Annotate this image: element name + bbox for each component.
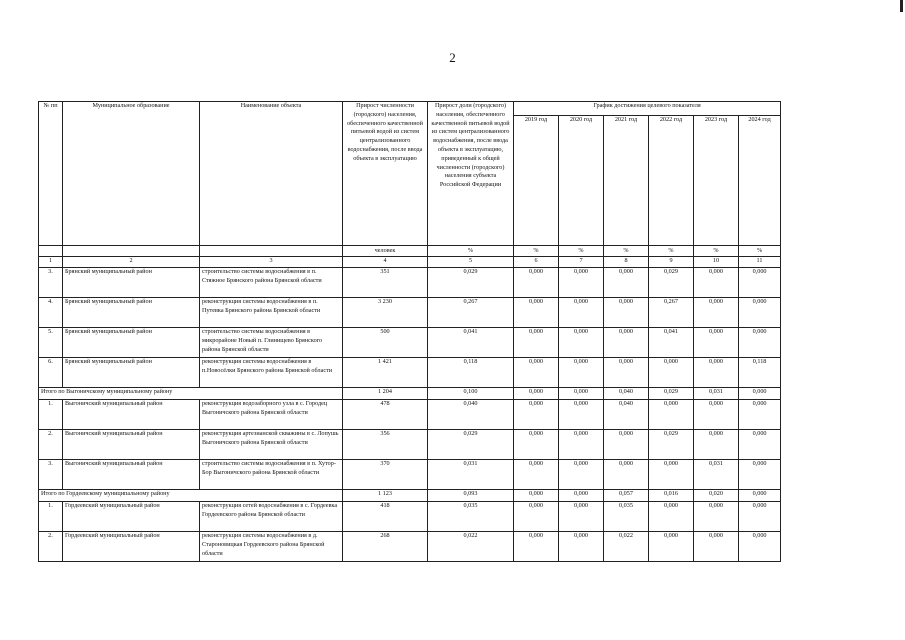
units-row bbox=[39, 246, 781, 257]
row-number: 1. bbox=[39, 502, 63, 532]
header-year: 2019 год bbox=[514, 116, 559, 246]
row-object: реконструкция водозаборного узла в с. Городец Выгоничского района Брянской области bbox=[200, 400, 343, 430]
row-population-growth: 418 bbox=[343, 502, 428, 532]
row-year-value: 0,040 bbox=[604, 388, 649, 400]
header-year: 2020 год bbox=[559, 116, 604, 246]
row-year-value: 0,029 bbox=[649, 268, 694, 298]
row-year-value: 0,020 bbox=[694, 490, 739, 502]
row-year-value: 0,035 bbox=[604, 502, 649, 532]
header-year: 2023 год bbox=[694, 116, 739, 246]
header-schedule: График достижения целевого показателя bbox=[514, 102, 781, 116]
row-year-value: 0,000 bbox=[559, 430, 604, 460]
row-population-growth: 268 bbox=[343, 532, 428, 562]
row-year-value: 0,000 bbox=[649, 532, 694, 562]
header-year: 2022 год bbox=[649, 116, 694, 246]
index-cell: 8 bbox=[604, 257, 649, 268]
table-row bbox=[39, 400, 781, 430]
row-number: 4. bbox=[39, 298, 63, 328]
row-number: 2. bbox=[39, 430, 63, 460]
unit-cell: % bbox=[604, 246, 649, 257]
row-number: 3. bbox=[39, 268, 63, 298]
unit-cell: % bbox=[694, 246, 739, 257]
row-year-value: 0,000 bbox=[694, 532, 739, 562]
row-year-value: 0,000 bbox=[694, 268, 739, 298]
row-population-growth: 356 bbox=[343, 430, 428, 460]
row-object: реконструкция артезианской скважины в с. Лопушь Выгоничского района Брянской области bbox=[200, 430, 343, 460]
row-year-value: 0,000 bbox=[649, 400, 694, 430]
row-share-growth: 0,267 bbox=[428, 298, 514, 328]
row-year-value: 0,000 bbox=[649, 460, 694, 490]
row-municipality: Брянский муниципальный район bbox=[63, 268, 200, 298]
row-year-value: 0,000 bbox=[739, 400, 781, 430]
row-year-value: 0,000 bbox=[739, 532, 781, 562]
index-cell: 4 bbox=[343, 257, 428, 268]
index-cell: 1 bbox=[39, 257, 63, 268]
row-year-value: 0,000 bbox=[559, 400, 604, 430]
row-year-value: 0,000 bbox=[559, 388, 604, 400]
row-year-value: 0,118 bbox=[739, 358, 781, 388]
row-share-growth: 0,118 bbox=[428, 358, 514, 388]
row-year-value: 0,000 bbox=[739, 298, 781, 328]
indicator-table bbox=[38, 101, 781, 562]
row-year-value: 0,057 bbox=[604, 490, 649, 502]
unit-cell: % bbox=[559, 246, 604, 257]
row-year-value: 0,000 bbox=[514, 532, 559, 562]
total-row bbox=[39, 490, 781, 502]
row-share-growth: 0,031 bbox=[428, 460, 514, 490]
row-share-growth: 0,035 bbox=[428, 502, 514, 532]
page-number: 2 bbox=[449, 50, 456, 65]
row-year-value: 0,000 bbox=[559, 328, 604, 358]
row-population-growth: 3 230 bbox=[343, 298, 428, 328]
row-year-value: 0,029 bbox=[649, 388, 694, 400]
total-row bbox=[39, 388, 781, 400]
row-year-value: 0,000 bbox=[514, 430, 559, 460]
row-number: 1. bbox=[39, 400, 63, 430]
index-cell: 11 bbox=[739, 257, 781, 268]
row-year-value: 0,000 bbox=[559, 490, 604, 502]
row-year-value: 0,000 bbox=[649, 502, 694, 532]
row-year-value: 0,000 bbox=[559, 502, 604, 532]
row-year-value: 0,000 bbox=[739, 490, 781, 502]
row-municipality: Брянский муниципальный район bbox=[63, 358, 200, 388]
row-share-growth: 0,022 bbox=[428, 532, 514, 562]
index-cell: 6 bbox=[514, 257, 559, 268]
row-year-value: 0,000 bbox=[514, 328, 559, 358]
row-municipality: Выгоничский муниципальный район bbox=[63, 430, 200, 460]
row-year-value: 0,000 bbox=[694, 328, 739, 358]
row-year-value: 0,029 bbox=[649, 430, 694, 460]
table-row bbox=[39, 358, 781, 388]
row-year-value: 0,000 bbox=[649, 358, 694, 388]
row-year-value: 0,000 bbox=[604, 358, 649, 388]
row-municipality: Брянский муниципальный район bbox=[63, 298, 200, 328]
row-population-growth: 351 bbox=[343, 268, 428, 298]
index-cell: 2 bbox=[63, 257, 200, 268]
row-year-value: 0,000 bbox=[514, 268, 559, 298]
row-share-growth: 0,093 bbox=[428, 490, 514, 502]
table-row bbox=[39, 328, 781, 358]
row-year-value: 0,000 bbox=[604, 268, 649, 298]
row-object: реконструкция системы водоснабжения в п. Путевка Брянского района Брянской области bbox=[200, 298, 343, 328]
row-population-growth: 500 bbox=[343, 328, 428, 358]
row-share-growth: 0,029 bbox=[428, 430, 514, 460]
unit-cell: % bbox=[428, 246, 514, 257]
row-municipality: Выгоничский муниципальный район bbox=[63, 400, 200, 430]
row-year-value: 0,000 bbox=[514, 388, 559, 400]
row-share-growth: 0,041 bbox=[428, 328, 514, 358]
row-year-value: 0,000 bbox=[604, 298, 649, 328]
row-population-growth: 370 bbox=[343, 460, 428, 490]
row-population-growth: 478 bbox=[343, 400, 428, 430]
row-year-value: 0,000 bbox=[514, 490, 559, 502]
sheet-edge-mark bbox=[900, 0, 903, 12]
row-object: реконструкция сетей водоснабжения в с. Гордеевка Гордеевского района Брянской области bbox=[200, 502, 343, 532]
row-year-value: 0,000 bbox=[739, 502, 781, 532]
index-cell: 5 bbox=[428, 257, 514, 268]
header-growth-share: Прирост доли (городского) населения, обеспеченного качественной питьевой водой из систем централизованного водоснабжения, после ввода объекта в эксплуатацию, приведенный к общей численности (городского) населения субъекта Российской Федерации bbox=[428, 102, 514, 246]
row-number: 6. bbox=[39, 358, 63, 388]
row-population-growth: 1 421 bbox=[343, 358, 428, 388]
index-cell: 10 bbox=[694, 257, 739, 268]
row-year-value: 0,000 bbox=[694, 430, 739, 460]
index-cell: 7 bbox=[559, 257, 604, 268]
index-cell: 9 bbox=[649, 257, 694, 268]
row-municipality: Выгоничский муниципальный район bbox=[63, 460, 200, 490]
row-year-value: 0,267 bbox=[649, 298, 694, 328]
row-year-value: 0,000 bbox=[694, 358, 739, 388]
table-row bbox=[39, 430, 781, 460]
row-population-growth: 1 204 bbox=[343, 388, 428, 400]
row-year-value: 0,000 bbox=[694, 502, 739, 532]
unit-cell: человек bbox=[343, 246, 428, 257]
row-year-value: 0,000 bbox=[739, 388, 781, 400]
row-year-value: 0,000 bbox=[604, 460, 649, 490]
row-year-value: 0,040 bbox=[604, 400, 649, 430]
total-label: Итого по Гордеевскому муниципальному району bbox=[39, 490, 343, 502]
row-year-value: 0,000 bbox=[694, 400, 739, 430]
row-year-value: 0,016 bbox=[649, 490, 694, 502]
row-year-value: 0,000 bbox=[559, 532, 604, 562]
row-object: строительство системы водоснабжения в микрорайоне Новый п. Глинищево Брянского района Брянской области bbox=[200, 328, 343, 358]
row-year-value: 0,000 bbox=[514, 400, 559, 430]
header-growth-population: Прирост численности (городского) населения, обеспеченного качественной питьевой водой из систем централизованного водоснабжения, после ввода объекта в эксплуатацию bbox=[343, 102, 428, 246]
row-year-value: 0,000 bbox=[694, 298, 739, 328]
index-cell: 3 bbox=[200, 257, 343, 268]
row-year-value: 0,000 bbox=[559, 268, 604, 298]
row-number: 2. bbox=[39, 532, 63, 562]
row-year-value: 0,000 bbox=[514, 298, 559, 328]
row-municipality: Гордеевский муниципальный район bbox=[63, 532, 200, 562]
row-share-growth: 0,029 bbox=[428, 268, 514, 298]
row-year-value: 0,000 bbox=[604, 430, 649, 460]
header-no: № пп bbox=[39, 102, 63, 246]
table-row bbox=[39, 268, 781, 298]
row-object: строительство системы водоснабжения в п. Стяжное Брянского района Брянской области bbox=[200, 268, 343, 298]
row-year-value: 0,000 bbox=[559, 358, 604, 388]
row-object: строительство системы водоснабжения в п. Хутор-Бор Выгоничского района Брянской области bbox=[200, 460, 343, 490]
header-municipality: Муниципальное образование bbox=[63, 102, 200, 246]
row-population-growth: 1 123 bbox=[343, 490, 428, 502]
row-year-value: 0,000 bbox=[559, 298, 604, 328]
table-row bbox=[39, 460, 781, 490]
row-share-growth: 0,100 bbox=[428, 388, 514, 400]
row-year-value: 0,000 bbox=[514, 358, 559, 388]
row-year-value: 0,041 bbox=[649, 328, 694, 358]
table-row bbox=[39, 532, 781, 562]
unit-cell: % bbox=[739, 246, 781, 257]
header-year: 2024 год bbox=[739, 116, 781, 246]
row-object: реконструкция системы водоснабжения в п.Новосёлки Брянского района Брянской области bbox=[200, 358, 343, 388]
total-label: Итого по Выгоничскому муниципальному району bbox=[39, 388, 343, 400]
row-year-value: 0,031 bbox=[694, 460, 739, 490]
header-year: 2021 год bbox=[604, 116, 649, 246]
unit-cell: % bbox=[649, 246, 694, 257]
row-object: реконструкция системы водоснабжения в д. Староновицкая Гордеевского района Брянской области bbox=[200, 532, 343, 562]
row-year-value: 0,000 bbox=[739, 268, 781, 298]
column-index-row bbox=[39, 257, 781, 268]
row-year-value: 0,022 bbox=[604, 532, 649, 562]
row-number: 3. bbox=[39, 460, 63, 490]
table-row bbox=[39, 298, 781, 328]
row-year-value: 0,000 bbox=[514, 460, 559, 490]
row-year-value: 0,000 bbox=[559, 460, 604, 490]
row-municipality: Брянский муниципальный район bbox=[63, 328, 200, 358]
row-year-value: 0,031 bbox=[694, 388, 739, 400]
row-share-growth: 0,040 bbox=[428, 400, 514, 430]
row-municipality: Гордеевский муниципальный район bbox=[63, 502, 200, 532]
header-object: Наименование объекта bbox=[200, 102, 343, 246]
row-year-value: 0,000 bbox=[739, 430, 781, 460]
row-year-value: 0,000 bbox=[739, 328, 781, 358]
row-year-value: 0,000 bbox=[514, 502, 559, 532]
row-number: 5. bbox=[39, 328, 63, 358]
table-row bbox=[39, 502, 781, 532]
unit-cell: % bbox=[514, 246, 559, 257]
row-year-value: 0,000 bbox=[604, 328, 649, 358]
row-year-value: 0,000 bbox=[739, 460, 781, 490]
